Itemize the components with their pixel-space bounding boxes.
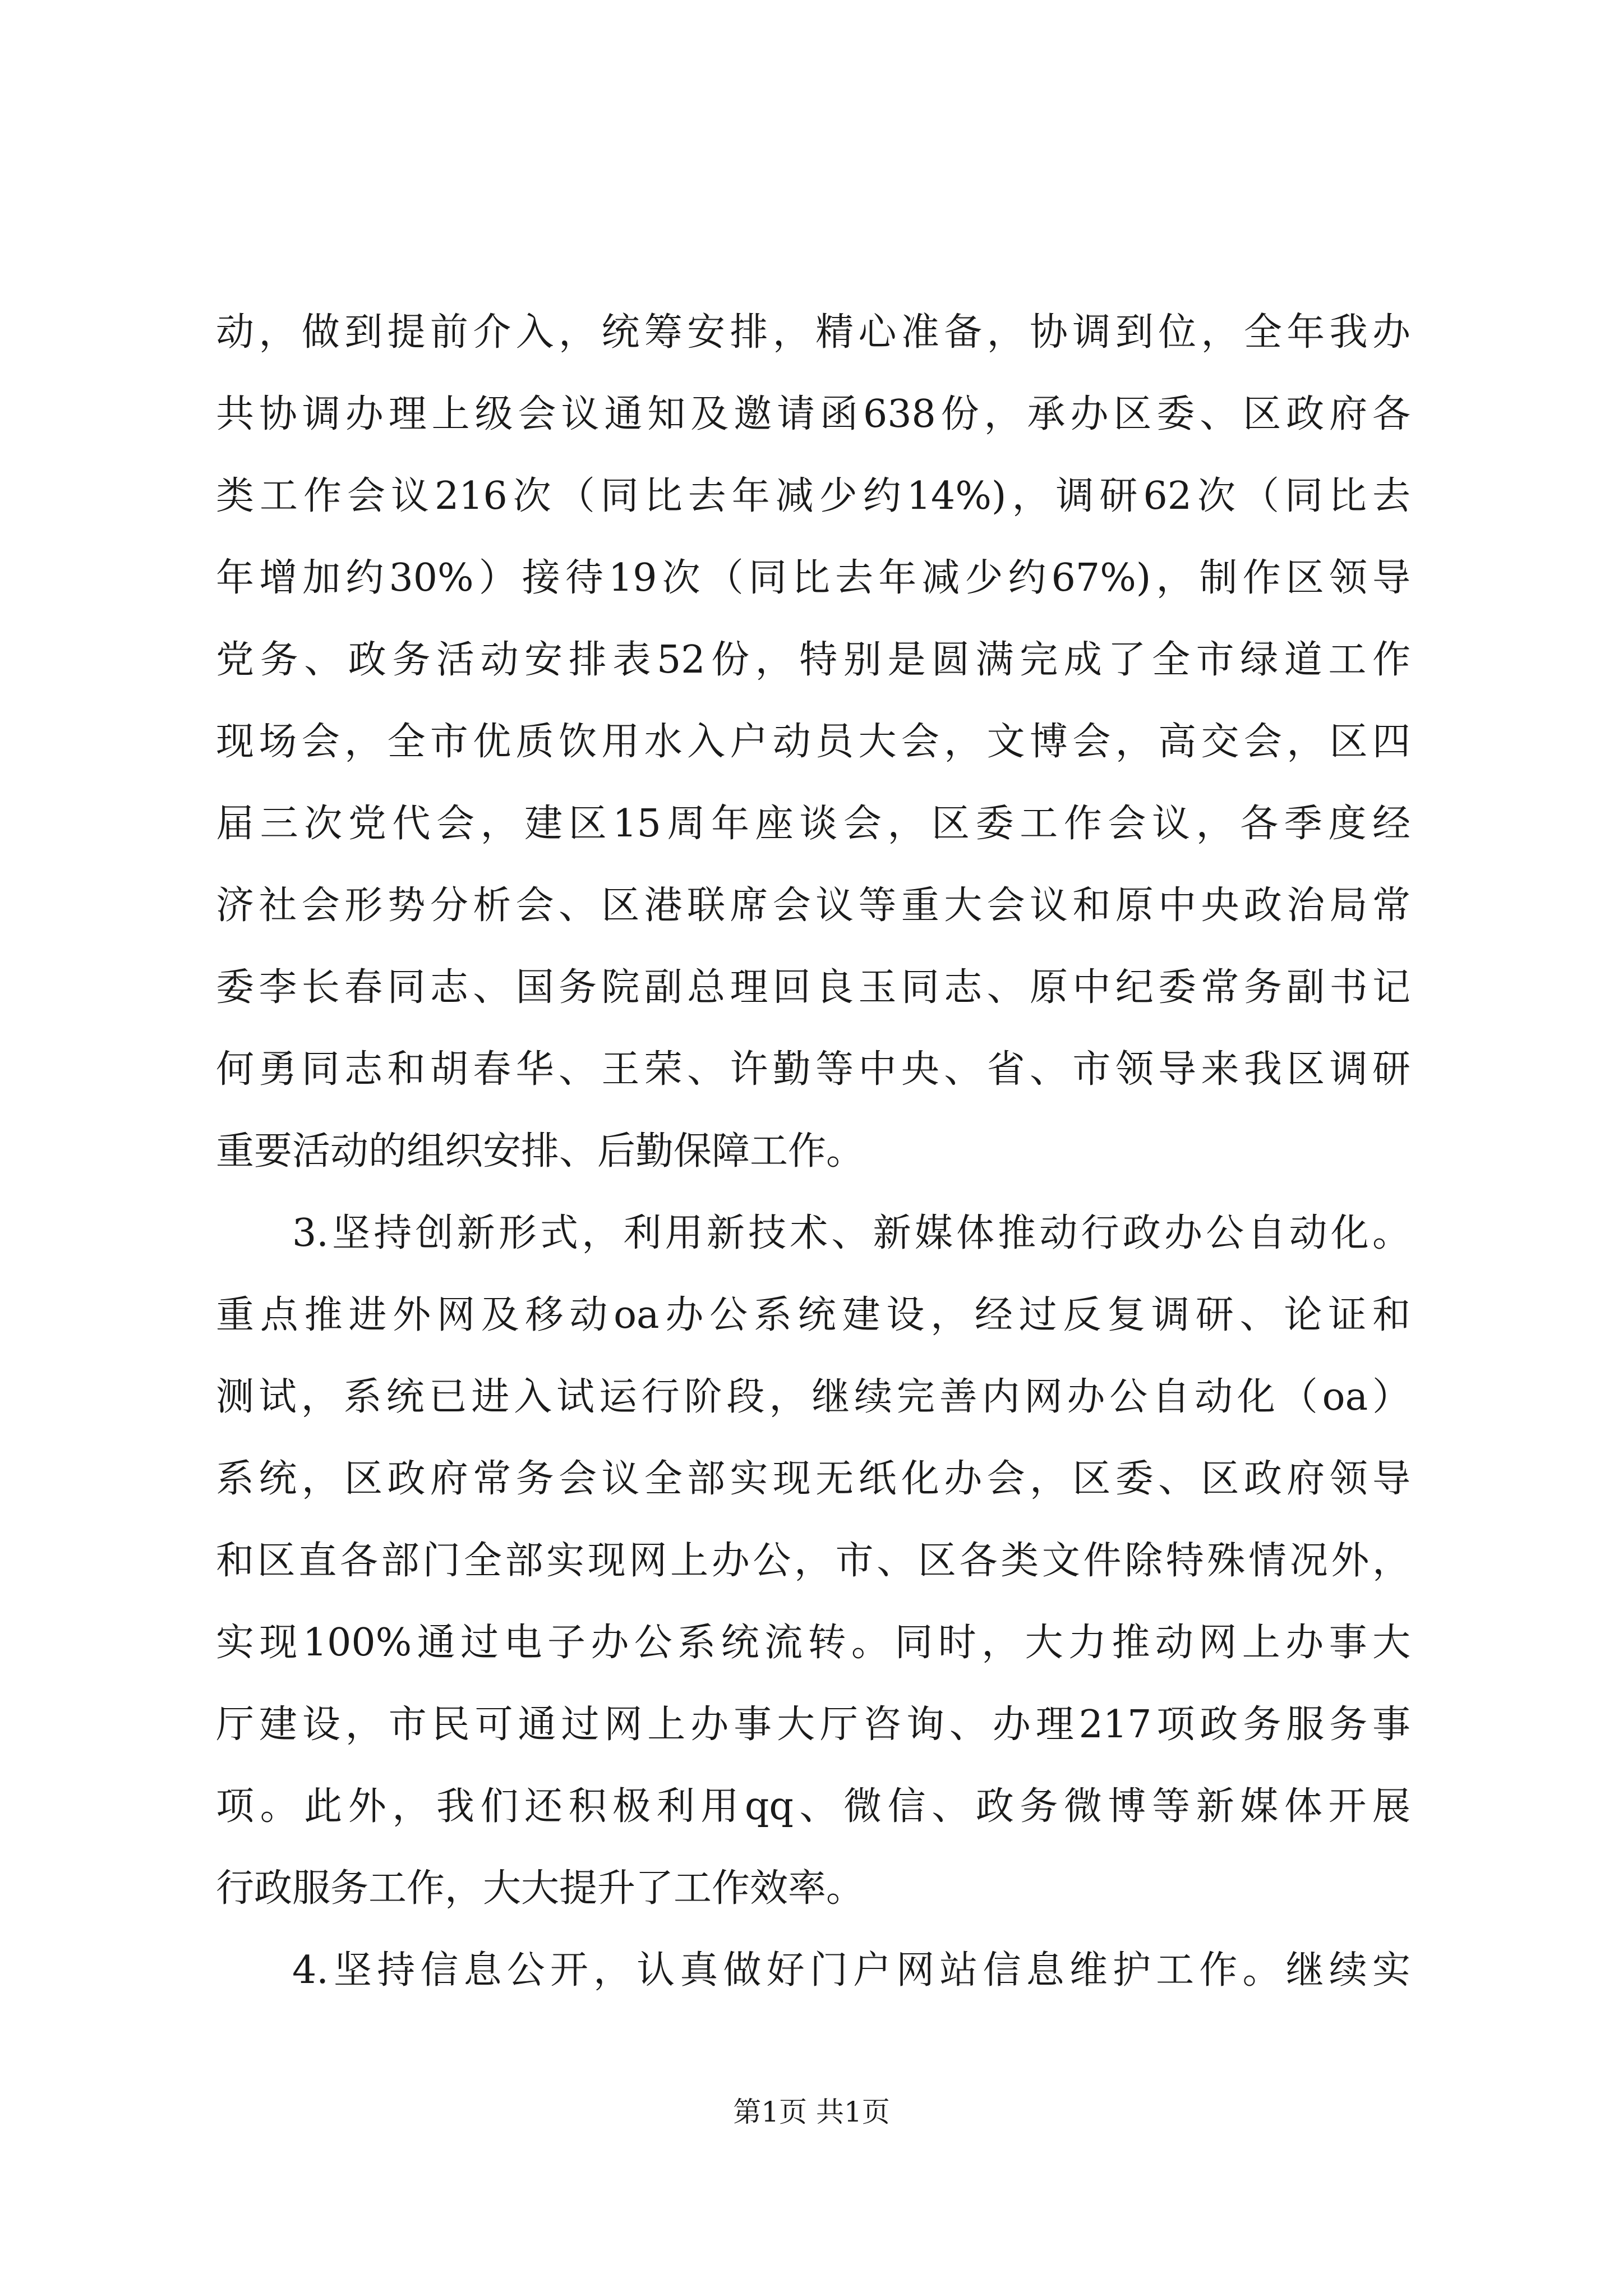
text-line: 测试，系统已进入试运行阶段，继续完善内网办公自动化（oa） xyxy=(216,1375,1410,1419)
text-line: 动，做到提前介入，统筹安排，精心准备，协调到位，全年我办 xyxy=(216,310,1410,355)
text-line: 届三次党代会，建区15周年座谈会，区委工作会议，各季度经 xyxy=(216,802,1410,846)
document-body xyxy=(216,292,1410,2012)
text-line: 重要活动的组织安排、后勤保障工作。 xyxy=(216,1129,865,1174)
text-line: 年增加约30%）接待19次（同比去年减少约67%)，制作区领导 xyxy=(216,556,1410,600)
text-line: 重点推进外网及移动oa办公系统建设，经过反复调研、论证和 xyxy=(216,1293,1410,1337)
text-line: 委李长春同志、国务院副总理回良玉同志、原中纪委常务副书记 xyxy=(216,965,1410,1010)
page-footer: 第1页 共1页 xyxy=(733,2096,890,2128)
text-line: 系统，区政府常务会议全部实现无纸化办会，区委、区政府领导 xyxy=(216,1457,1410,1501)
text-line: 现场会，全市优质饮用水入户动员大会，文博会，高交会，区四 xyxy=(216,720,1410,764)
text-line: 4.坚持信息公开，认真做好门户网站信息维护工作。继续实 xyxy=(292,1948,1410,1993)
text-line: 行政服务工作，大大提升了工作效率。 xyxy=(216,1866,865,1911)
text-line: 党务、政务活动安排表52份，特别是圆满完成了全市绿道工作 xyxy=(216,638,1410,682)
text-line: 实现100%通过电子办公系统流转。同时，大力推动网上办事大 xyxy=(216,1621,1410,1665)
text-line: 共协调办理上级会议通知及邀请函638份，承办区委、区政府各 xyxy=(216,392,1410,436)
text-line: 何勇同志和胡春华、王荣、许勤等中央、省、市领导来我区调研 xyxy=(216,1047,1410,1092)
text-line: 和区直各部门全部实现网上办公，市、区各类文件除特殊情况外， xyxy=(216,1539,1410,1583)
text-line: 项。此外，我们还积极利用qq、微信、政务微博等新媒体开展 xyxy=(216,1784,1410,1829)
text-line: 济社会形势分析会、区港联席会议等重大会议和原中央政治局常 xyxy=(216,884,1410,928)
text-line: 类工作会议216次（同比去年减少约14%)，调研62次（同比去 xyxy=(216,474,1410,518)
text-line: 3.坚持创新形式，利用新技术、新媒体推动行政办公自动化。 xyxy=(292,1211,1410,1255)
text-line: 厅建设，市民可通过网上办事大厅咨询、办理217项政务服务事 xyxy=(216,1703,1410,1747)
